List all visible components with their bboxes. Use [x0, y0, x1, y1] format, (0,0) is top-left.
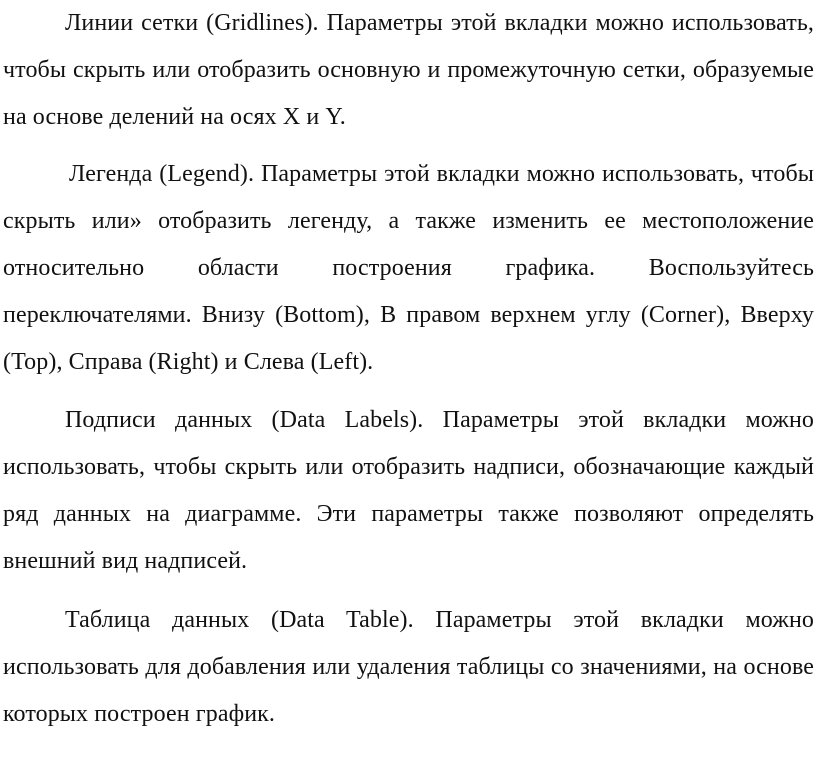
paragraph-data-labels: Подписи данных (Data Labels). Параметры этой вкладки можно использовать, чтобы скрыть или отобразить надписи, обозначающие каждый ряд данных на диаграмме. Эти параметры также позволяют определять внешний вид надписей. — [3, 407, 814, 574]
paragraph-data-table: Таблица данных (Data Table). Параметры этой вкладки можно использовать для добавления или удаления таблицы со значениями, на основе которых построен график. — [3, 607, 814, 727]
paragraph-gridlines: Линии сетки (Gridlines). Параметры этой вкладки можно использовать, чтобы скрыть или отобразить основную и промежуточную сетки, образуемые на основе делений на осях X и Y. — [3, 10, 814, 130]
paragraph-legend: Легенда (Legend). Параметры этой вкладки можно использовать, чтобы скрыть или» отобразить легенду, а также изменить ее местоположение относительно области построения графика. Воспользуйтесь переключателями. Внизу (Bottom), В правом верхнем углу (Corner), Вверху (Top), Справа (Right) и Слева (Left). — [3, 161, 814, 375]
